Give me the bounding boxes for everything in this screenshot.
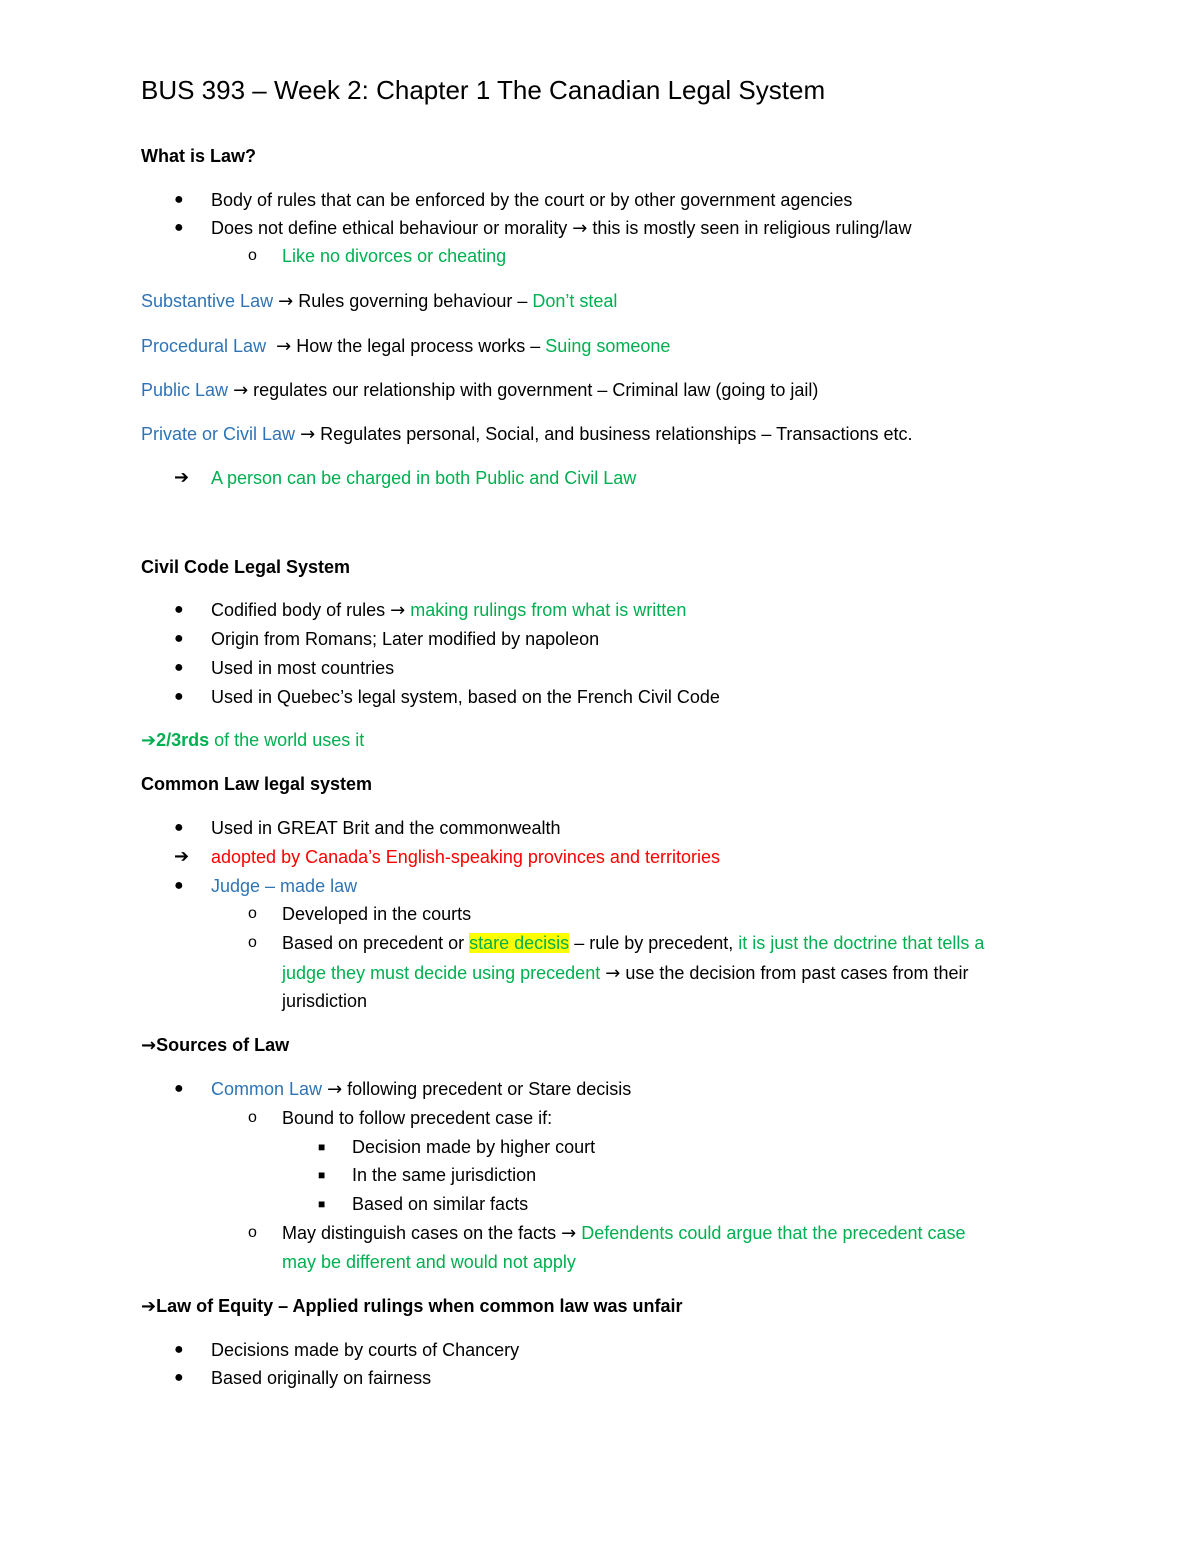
bullet-icon: ● xyxy=(174,1369,184,1386)
list-item: Common Law → following precedent or Stare decisis xyxy=(211,1079,632,1100)
arrow-right-icon: → xyxy=(390,600,406,621)
list-item: Used in GREAT Brit and the commonwealth xyxy=(211,818,561,838)
sub-list-item: Like no divorces or cheating xyxy=(282,246,507,266)
list-item: Origin from Romans; Later modified by napoleon xyxy=(211,629,600,649)
sub-list-item: Developed in the courts xyxy=(282,904,472,924)
arrow-bullet-icon: ➔ xyxy=(174,846,190,867)
sub-list-item-continued: may be different and would not apply xyxy=(282,1252,576,1272)
civil-code-note: ➔2/3rds of the world uses it xyxy=(141,730,365,751)
square-bullet-icon: ■ xyxy=(318,1197,326,1211)
section-heading-civil-code: Civil Code Legal System xyxy=(141,557,351,577)
section-heading-sources: →Sources of Law xyxy=(141,1035,290,1056)
bullet-icon: ● xyxy=(174,819,184,836)
law-note: A person can be charged in both Public and Civil Law xyxy=(211,468,637,488)
section-heading-equity: ➔Law of Equity – Applied rulings when common law was unfair xyxy=(141,1296,683,1317)
highlighted-term: stare decisis xyxy=(469,933,570,953)
section-heading-common-law: Common Law legal system xyxy=(141,774,373,794)
list-item: Based originally on fairness xyxy=(211,1368,432,1388)
list-item: Does not define ethical behaviour or morality → this is mostly seen in religious ruling/law xyxy=(211,218,912,239)
arrow-right-icon: ➔ xyxy=(141,730,157,751)
bullet-icon: ● xyxy=(174,630,184,647)
sub-list-item: May distinguish cases on the facts → Defendents could argue that the precedent case xyxy=(282,1223,966,1244)
square-bullet-icon: ■ xyxy=(318,1140,326,1154)
list-item: Body of rules that can be enforced by the court or by other government agencies xyxy=(211,190,853,210)
arrow-bullet-icon: ➔ xyxy=(174,467,190,488)
bullet-icon: ● xyxy=(174,1080,184,1097)
sub-list-item-continued: judge they must decide using precedent → use the decision from past cases from their xyxy=(282,963,969,984)
law-type-public: Public Law → regulates our relationship with government – Criminal law (going to jail) xyxy=(141,380,819,401)
sub-sub-list-item: In the same jurisdiction xyxy=(352,1165,537,1185)
sub-bullet-icon: o xyxy=(248,1224,257,1241)
law-type-private: Private or Civil Law → Regulates personal, Social, and business relationships – Transactions etc. xyxy=(141,424,913,445)
sub-list-item: Based on precedent or stare decisis – rule by precedent, it is just the doctrine that tells a xyxy=(282,933,985,953)
bullet-icon: ● xyxy=(174,601,184,618)
bullet-icon: ● xyxy=(174,1341,184,1358)
arrow-right-icon: → xyxy=(300,424,316,445)
bullet-icon: ● xyxy=(174,877,184,894)
arrow-right-icon: → xyxy=(278,291,294,312)
sub-bullet-icon: o xyxy=(248,905,257,922)
list-item: Codified body of rules → making rulings from what is written xyxy=(211,600,687,621)
section-heading-what-is-law: What is Law? xyxy=(141,146,257,166)
list-item: Used in most countries xyxy=(211,658,395,678)
square-bullet-icon: ■ xyxy=(318,1168,326,1182)
list-item: Judge – made law xyxy=(211,876,358,896)
list-item: Decisions made by courts of Chancery xyxy=(211,1340,520,1360)
bullet-icon: ● xyxy=(174,219,184,236)
law-type-substantive: Substantive Law → Rules governing behaviour – Don’t steal xyxy=(141,291,618,312)
sub-bullet-icon: o xyxy=(248,247,257,264)
bullet-icon: ● xyxy=(174,191,184,208)
sub-list-item-continued: jurisdiction xyxy=(282,991,368,1011)
arrow-right-icon: → xyxy=(605,963,621,984)
list-item: Used in Quebec’s legal system, based on the French Civil Code xyxy=(211,687,720,707)
arrow-right-icon: → xyxy=(327,1079,343,1100)
bullet-icon: ● xyxy=(174,659,184,676)
arrow-right-icon: → xyxy=(233,380,249,401)
sub-bullet-icon: o xyxy=(248,1109,257,1126)
arrow-right-icon: → xyxy=(561,1223,577,1244)
sub-sub-list-item: Based on similar facts xyxy=(352,1194,529,1214)
sub-sub-list-item: Decision made by higher court xyxy=(352,1137,596,1157)
list-item: adopted by Canada’s English-speaking provinces and territories xyxy=(211,847,720,867)
arrow-right-icon: → xyxy=(141,1035,157,1056)
sub-bullet-icon: o xyxy=(248,934,257,951)
arrow-right-icon: ➔ xyxy=(141,1296,157,1317)
arrow-right-icon: → xyxy=(572,218,588,239)
bullet-icon: ● xyxy=(174,688,184,705)
arrow-right-icon: → xyxy=(276,336,292,357)
page-title: BUS 393 – Week 2: Chapter 1 The Canadian Legal System xyxy=(141,75,826,105)
law-type-procedural: Procedural Law → How the legal process works – Suing someone xyxy=(141,336,671,357)
sub-list-item: Bound to follow precedent case if: xyxy=(282,1108,553,1128)
